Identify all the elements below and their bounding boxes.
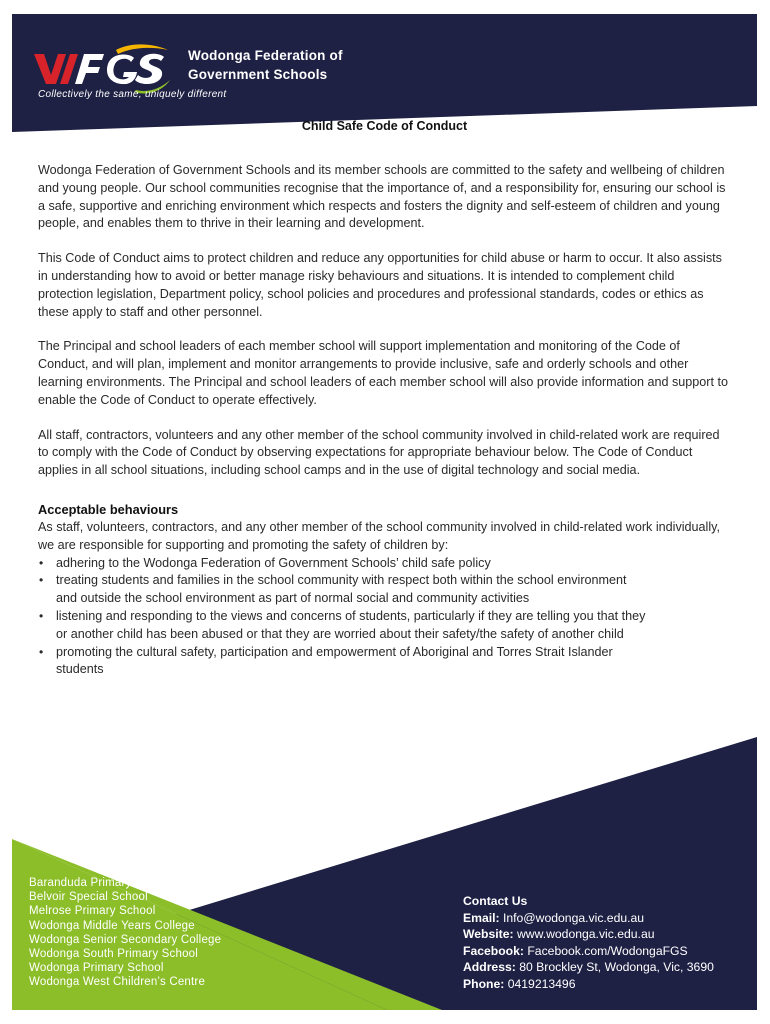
paragraph-commitment: Wodonga Federation of Government Schools and its member schools are committed to the safety and wellbeing of children and young people. Our school communities recognise that the importance of, and a responsibility for, ensuring our school is a safe, supportive and enriching environment which respects and fosters the dignity and self-esteem of children and young people, and enables them to thrive in their learning and development. xyxy=(38,163,726,231)
contact-phone xyxy=(463,976,714,993)
school-name: Baranduda Primary School xyxy=(29,877,172,889)
address-label: Address: xyxy=(463,960,516,974)
facebook-link[interactable]: Facebook.com/WodongaFGS xyxy=(527,943,688,958)
school-name: Wodonga West Children’s Centre xyxy=(29,976,206,989)
facebook-label: Facebook: xyxy=(463,943,524,958)
document-page xyxy=(12,14,757,1010)
school-name: Wodonga South Primary School xyxy=(29,948,199,961)
website-label: Website: xyxy=(463,927,514,941)
contact-website xyxy=(463,926,714,943)
org-name-line1: Wodonga Federation of xyxy=(188,48,343,63)
contact-email xyxy=(463,910,714,927)
list-item: • treating students and families in the school community with respect both within the school environment and outside the school environment as part of normal social and community activities xyxy=(38,572,648,608)
address-value: 80 Brockley St, Wodonga, Vic, 3690 xyxy=(519,960,714,974)
tagline: Collectively the same, uniquely different xyxy=(38,89,227,100)
contact-facebook xyxy=(463,943,714,960)
paragraph-compliance: All staff, contractors, volunteers and any other member of the school community involved in child-related work are required to comply with the Code of Conduct by observing expectations for appropriate behaviour below. The Code of Conduct applies in all school situations, including school camps and in the use of digital technology and social media. xyxy=(38,427,720,478)
contact-heading: Contact Us xyxy=(463,894,528,908)
paragraph-purpose: This Code of Conduct aims to protect children and reduce any opportunities for child abuse or harm to occur. It also assists in understanding how to avoid or better manage risky behaviours and situations. It is intended to complement child protection legislation, Department policy, school policies and procedures and professional standards, codes or ethics as these apply to staff and other personnel. xyxy=(38,251,722,319)
phone-label: Phone: xyxy=(463,976,505,991)
contact-block xyxy=(463,893,714,992)
list-item: • promoting the cultural safety, participation and empowerment of Aboriginal and Torres Strait Islander students xyxy=(38,644,648,680)
phone-value: 0419213496 xyxy=(507,976,576,991)
organisation-name xyxy=(188,46,343,84)
paragraph-leadership: The Principal and school leaders of each member school will support implementation and monitoring of the Code of Conduct, and will plan, implement and monitor arrangements to provide inclusive, safe and orderly schools and other learning environments. The Principal and school leaders of each member school will also provide information and support to enable the Code of Conduct to operate effectively. xyxy=(38,339,728,407)
school-name: Melrose Primary School xyxy=(29,905,156,918)
school-name: Wodonga Primary School xyxy=(29,962,164,975)
list-item: • listening and responding to the views and concerns of students, particularly if they are telling you that they or another child has been abused or that they are worried about their safety/the safety of another child xyxy=(38,608,648,644)
school-name: Wodonga Senior Secondary College xyxy=(29,933,222,946)
document-title: Child Safe Code of Conduct xyxy=(301,119,468,133)
school-name: Belvoir Special School xyxy=(29,891,148,904)
member-schools-list xyxy=(29,876,221,990)
document-body xyxy=(38,162,728,679)
wfgs-logo-mark xyxy=(32,40,172,96)
email-label: Email: xyxy=(463,910,500,925)
section-heading: Acceptable behaviours xyxy=(38,501,179,517)
list-item: • adhering to the Wodonga Federation of Government Schools’ child safe policy xyxy=(38,555,648,573)
contact-address xyxy=(463,959,714,976)
org-name-line2: Government Schools xyxy=(188,67,328,82)
email-link[interactable]: Info@wodonga.vic.edu.au xyxy=(502,910,645,925)
school-name: Wodonga Middle Years College xyxy=(29,919,195,932)
wfgs-logo xyxy=(32,40,172,96)
website-link[interactable]: www.wodonga.vic.edu.au xyxy=(516,927,655,941)
section-intro: As staff, volunteers, contractors, and any other member of the school community involved in child-related work individually, we are responsible for supporting and promoting the safety of children by: xyxy=(38,519,721,552)
behaviour-list xyxy=(38,555,728,680)
